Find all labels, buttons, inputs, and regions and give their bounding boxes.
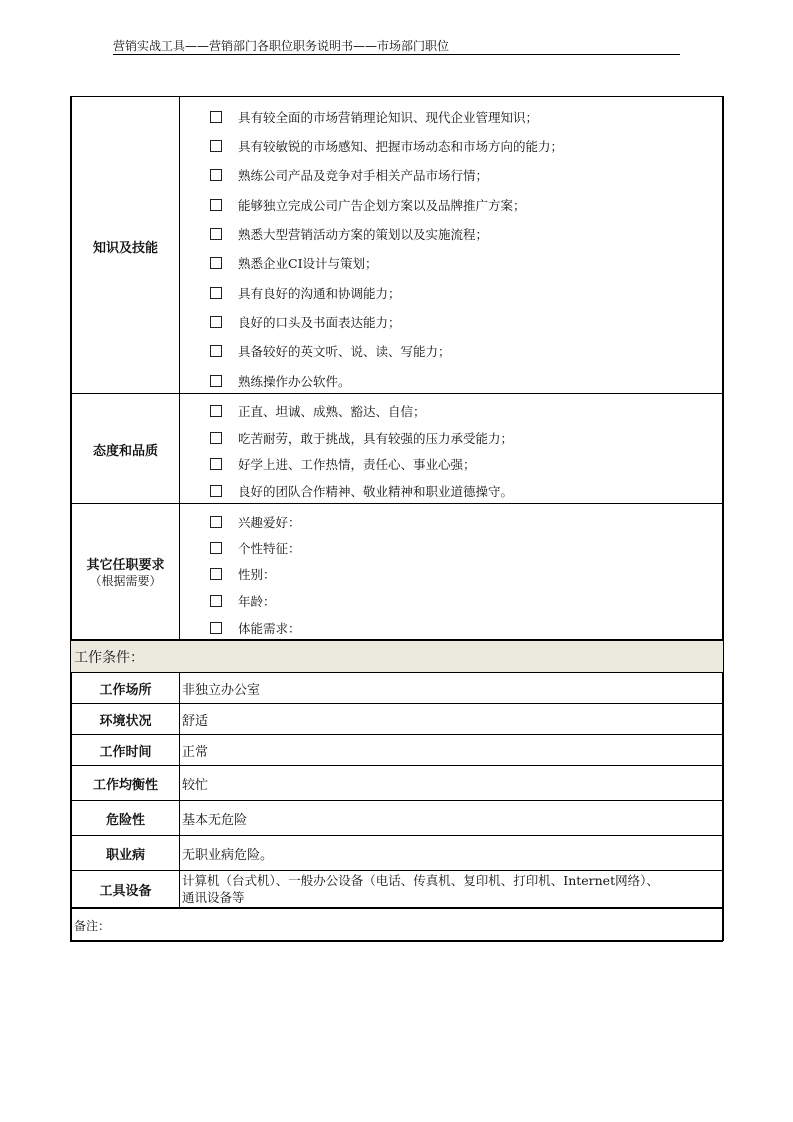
condition-label: 工作场所 [99, 682, 152, 698]
checkbox-icon [210, 516, 222, 528]
divider [70, 96, 723, 97]
requirement-text: 好学上进、工作热情，责任心、事业心强； [238, 457, 476, 472]
condition-label: 环境状况 [99, 713, 152, 729]
condition-value: 基本无危险 [182, 812, 248, 828]
condition-value-line: 通讯设备等 [182, 890, 245, 905]
checkbox-icon [210, 345, 222, 357]
divider [70, 503, 723, 504]
condition-value [182, 872, 659, 906]
checkbox-icon [210, 485, 222, 497]
requirement-text: 具备较好的英文听、说、读、写能力； [238, 344, 451, 359]
checkbox-icon [210, 111, 222, 123]
divider [70, 393, 723, 394]
divider [70, 734, 723, 735]
requirement-item [210, 429, 513, 447]
requirement-text: 具有较全面的市场营销理论知识、现代企业管理知识； [238, 110, 539, 125]
section-label: 其它任职要求 [86, 558, 165, 573]
condition-label: 工具设备 [99, 884, 152, 899]
page-header-title: 营销实战工具——营销部门各职位职务说明书——市场部门职位 [113, 39, 450, 53]
requirement-text: 兴趣爱好： [238, 515, 301, 530]
requirement-item [210, 372, 351, 390]
requirement-item [210, 108, 538, 126]
checkbox-icon [210, 140, 222, 152]
checkbox-icon [210, 595, 222, 607]
requirement-item [210, 482, 513, 500]
checkbox-icon [210, 622, 222, 634]
header-rule [113, 54, 680, 55]
divider [70, 765, 723, 766]
condition-value: 无职业病危险。 [182, 847, 274, 863]
section-label: 知识及技能 [92, 241, 158, 256]
condition-value: 较忙 [182, 777, 209, 793]
divider [70, 800, 723, 801]
requirement-item [210, 402, 426, 420]
divider [70, 835, 723, 836]
checkbox-icon [210, 568, 222, 580]
checkbox-icon [210, 199, 222, 211]
requirement-text: 熟悉大型营销活动方案的策划以及实施流程； [238, 227, 489, 242]
requirement-item [210, 565, 276, 583]
checkbox-icon [210, 287, 222, 299]
requirement-item [210, 539, 301, 557]
divider [70, 639, 723, 641]
condition-value: 正常 [182, 744, 209, 760]
requirement-text: 熟练公司产品及竞争对手相关产品市场行情； [238, 168, 489, 183]
requirement-item [210, 342, 451, 360]
divider [70, 672, 723, 673]
requirement-item [210, 225, 488, 243]
condition-value: 舒适 [182, 713, 209, 729]
requirement-item [210, 284, 401, 302]
divider [70, 940, 723, 942]
requirement-text: 良好的团队合作精神、敬业精神和职业道德操守。 [238, 484, 514, 499]
section-sublabel: （根据需要） [89, 574, 162, 588]
requirement-item [210, 619, 301, 637]
requirement-text: 性别： [238, 567, 276, 582]
requirement-item [210, 513, 301, 531]
conditions-title: 工作条件： [74, 650, 144, 666]
requirement-text: 良好的口头及书面表达能力； [238, 315, 401, 330]
checkbox-icon [210, 542, 222, 554]
divider [70, 907, 723, 909]
checkbox-icon [210, 169, 222, 181]
condition-label: 工作时间 [99, 744, 152, 760]
requirement-item [210, 254, 378, 272]
condition-label: 工作均衡性 [92, 777, 158, 793]
condition-label: 职业病 [105, 847, 145, 863]
requirement-item [210, 455, 476, 473]
conditions-header [71, 640, 723, 672]
remark-label: 备注： [74, 919, 111, 933]
checkbox-icon [210, 257, 222, 269]
checkbox-icon [210, 316, 222, 328]
requirement-text: 熟悉企业CI设计与策划； [238, 256, 378, 271]
requirement-text: 具有较敏锐的市场感知、把握市场动态和市场方向的能力； [238, 139, 564, 154]
checkbox-icon [210, 375, 222, 387]
checkbox-icon [210, 228, 222, 240]
requirement-item [210, 166, 488, 184]
requirement-text: 能够独立完成公司广告企划方案以及品牌推广方案； [238, 198, 526, 213]
section-label: 态度和品质 [92, 444, 158, 459]
requirement-item [210, 592, 276, 610]
requirement-text: 具有良好的沟通和协调能力； [238, 286, 401, 301]
condition-label: 危险性 [105, 812, 145, 828]
requirement-text: 吃苦耐劳，敢于挑战，具有较强的压力承受能力； [238, 431, 514, 446]
requirement-text: 年龄： [238, 594, 276, 609]
divider [70, 870, 723, 871]
divider [70, 703, 723, 704]
requirement-text: 正直、坦诚、成熟、豁达、自信； [238, 404, 426, 419]
condition-value: 非独立办公室 [182, 682, 261, 698]
checkbox-icon [210, 458, 222, 470]
checkbox-icon [210, 405, 222, 417]
condition-value-line: 计算机（台式机）、一般办公设备（电话、传真机、复印机、打印机、Internet网络）、 [182, 873, 659, 888]
requirement-item [210, 313, 401, 331]
requirement-item [210, 196, 526, 214]
requirement-text: 熟练操作办公软件。 [238, 374, 351, 389]
divider [722, 96, 724, 941]
requirement-text: 体能需求： [238, 621, 301, 636]
checkbox-icon [210, 432, 222, 444]
requirement-text: 个性特征： [238, 541, 301, 556]
requirement-item [210, 137, 563, 155]
